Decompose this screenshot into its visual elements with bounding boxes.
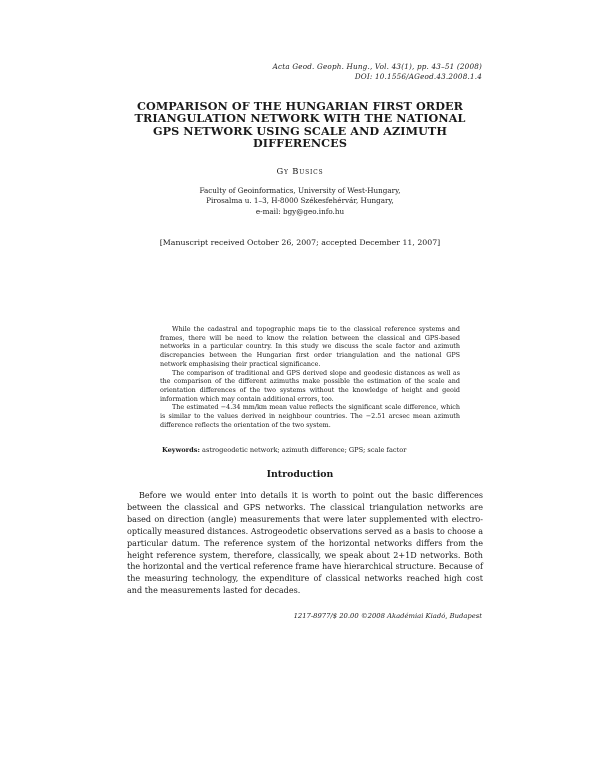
journal-citation xyxy=(273,62,482,82)
introduction-body xyxy=(127,490,483,597)
abstract-paragraph-2: The comparison of traditional and GPS derived slope and geodesic distances as well as the comparison of the different azimuths make possible the estimation of the scale and orientation differences of the two systems without the knowledge of height and geoid information which may contain additional errors, too. xyxy=(160,368,460,403)
title-line-1: COMPARISON OF THE HUNGARIAN FIRST ORDER xyxy=(136,99,464,113)
title-line-4: DIFFERENCES xyxy=(252,136,347,151)
keywords-text: astrogeodetic network; azimuth difference; GPS; scale factor xyxy=(202,446,407,454)
copyright-footer: 1217-8977/$ 20.00 ©2008 Akadémiai Kiadó, Budapest xyxy=(293,612,482,620)
abstract-paragraph-3: The estimated −4.34 mm/km mean value reflects the significant scale difference, which is similar to the values derived in neighbour countries. The −2.51 arcsec mean azimuth difference reflects the orientation of the two system. xyxy=(160,403,460,429)
doi-line: DOI: 10.1556/AGeod.43.2008.1.4 xyxy=(354,72,482,81)
keywords-label: Keywords: xyxy=(162,446,200,454)
section-heading-introduction: Introduction xyxy=(266,469,334,480)
paper-title xyxy=(100,100,500,150)
affiliation-line-1: Faculty of Geoinformatics, University of West-Hungary, xyxy=(199,186,401,195)
author-name: Gy Busics xyxy=(276,166,324,176)
title-line-2: TRIANGULATION NETWORK WITH THE NATIONAL xyxy=(134,111,466,126)
affiliation-line-2: Pirosalma u. 1–3, H-8000 Székesfehérvár, Hungary, xyxy=(206,196,394,206)
affiliation xyxy=(100,186,500,217)
title-line-3: GPS NETWORK USING SCALE AND AZIMUTH xyxy=(152,123,448,138)
journal-line: Acta Geod. Geoph. Hung., Vol. 43(1), pp. 43–51 (2008) xyxy=(272,62,482,71)
keywords xyxy=(162,446,462,454)
abstract xyxy=(160,325,460,429)
introduction-paragraph-1: Before we would enter into details it is worth to point out the basic differences between the classical and GPS networks. The classical triangulation networks are based on direction (angle) measurements that were later supplemented with electro-optically measured distances. Astrogeodetic observations served as a basis to choose a particular datum. The reference system of the horizontal networks differs from the height reference system, therefore, classically, we speak about 2+1D networks. Both the horizontal and the vertical reference frame have hierarchical structure. Because of the measuring technology, the expenditure of classical networks reached high cost and the measurements lasted for decades. xyxy=(127,491,484,596)
author-email: e-mail: bgy@geo.info.hu xyxy=(255,206,345,216)
author xyxy=(100,166,500,176)
manuscript-dates: [Manuscript received October 26, 2007; accepted December 11, 2007] xyxy=(159,238,441,247)
abstract-paragraph-1: While the cadastral and topographic maps tie to the classical reference systems and frames, there will be need to know the relation between the classical and GPS-based networks in a particular country. In this study we discuss the scale factor and azimuth discrepancies between the Hungarian first order triangulation and the national GPS network emphasising their practical significance. xyxy=(160,325,460,368)
